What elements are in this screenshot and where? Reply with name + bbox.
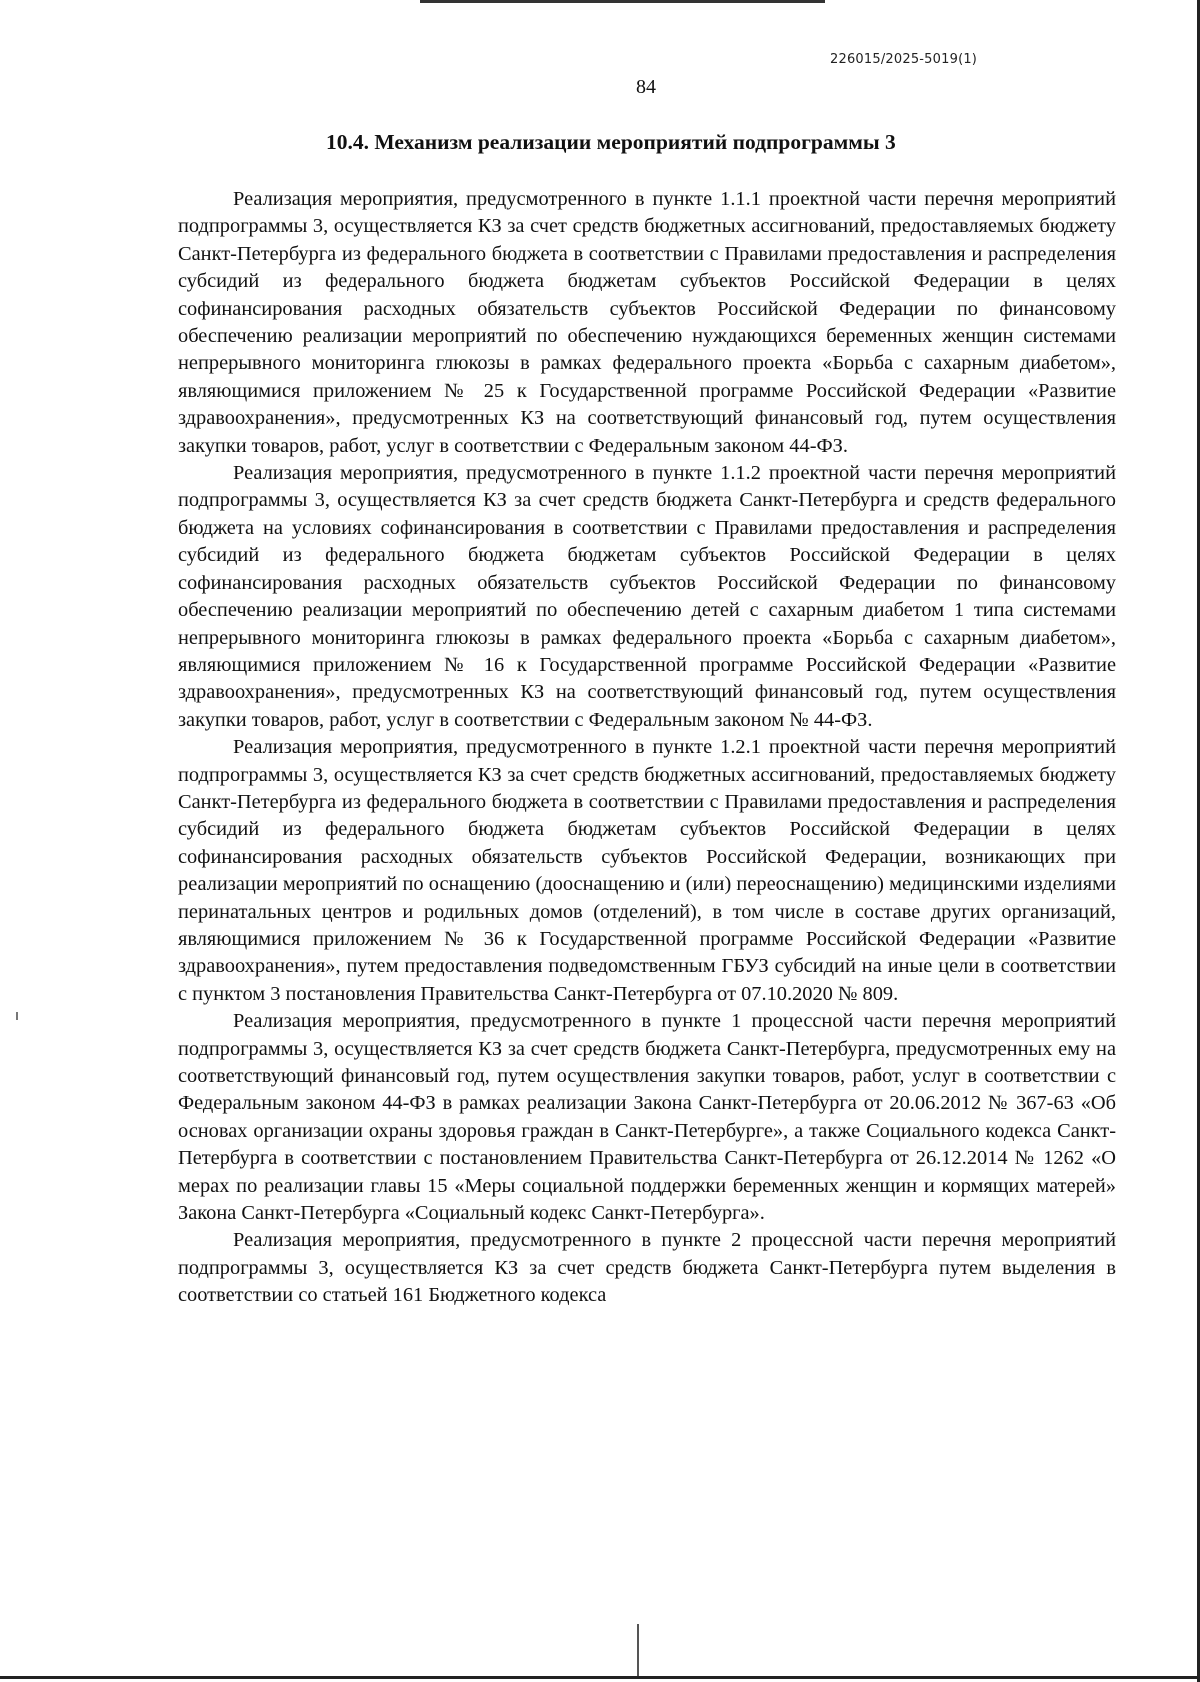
scan-left-mark [16, 1012, 18, 1020]
section-title: 10.4. Механизм реализации мероприятий подпрограммы 3 [326, 130, 896, 154]
page-number: 84 [636, 76, 656, 98]
scan-bottom-tick [637, 1624, 639, 1676]
paragraph: Реализация мероприятия, предусмотренного в пункте 1 процессной части перечня мероприятий подпрограммы 3, осуществляется КЗ за счет средств бюджета Санкт-Петербурга, предусмотренных ему на соответствующий финансовый год, путем осуществления закупки товаров, работ, услуг в соответствии с Федеральным законом 44-ФЗ в рамках реализации Закона Санкт-Петербурга от 20.06.2012 № 367-63 «Об основах организации охраны здоровья граждан в Санкт-Петербурге», а также Социального кодекса Санкт-Петербурга в соответствии с постановлением Правительства Санкт-Петербурга от 26.12.2014 № 1262 «О мерах по реализации главы 15 «Меры социальной поддержки беременных женщин и кормящих матерей» Закона Санкт-Петербурга «Социальный кодекс Санкт-Петербурга». [178, 1010, 1116, 1225]
paragraph: Реализация мероприятия, предусмотренного в пункте 2 процессной части перечня мероприятий подпрограммы 3, осуществляется КЗ за счет средств бюджета Санкт-Петербурга путем выделения в соответствии со статьей 161 Бюджетного кодекса [178, 1229, 1116, 1307]
paragraph: Реализация мероприятия, предусмотренного в пункте 1.2.1 проектной части перечня мероприятий подпрограммы 3, осуществляется КЗ за счет средств бюджетных ассигнований, предоставляемых бюджету Санкт-Петербурга из федерального бюджета в соответствии с Правилами предоставления и распределения субсидий из федерального бюджета бюджетам субъектов Российской Федерации в целях софинансирования расходных обязательств субъектов Российской Федерации, возникающих при реализации мероприятий по оснащению (дооснащению и (или) переоснащению) медицинскими изделиями перинатальных центров и родильных домов (отделений), в том числе в составе других организаций, являющимися приложением № 36 к Государственной программе Российской Федерации «Развитие здравоохранения», путем предоставления подведомственным ГБУЗ субсидий на иные цели в соответствии с пунктом 3 постановления Правительства Санкт-Петербурга от 07.10.2020 № 809. [178, 736, 1116, 1005]
body-text [178, 186, 1116, 1310]
registration-number: 226015/2025-5019(1) [830, 52, 978, 67]
paragraph: Реализация мероприятия, предусмотренного в пункте 1.1.2 проектной части перечня мероприятий подпрограммы 3, осуществляется КЗ за счет средств бюджета Санкт-Петербурга и средств федерального бюджета на условиях софинансирования в соответствии с Правилами предоставления и распределения субсидий из федерального бюджета бюджетам субъектов Российской Федерации в целях софинансирования расходных обязательств субъектов Российской Федерации по финансовому обеспечению реализации мероприятий по обеспечению детей с сахарным диабетом 1 типа системами непрерывного мониторинга глюкозы в рамках федерального проекта «Борьба с сахарным диабетом», являющимися приложением № 16 к Государственной программе Российской Федерации «Развитие здравоохранения», предусмотренных КЗ на соответствующий финансовый год, путем осуществления закупки товаров, работ, услуг в соответствии с Федеральным законом № 44-ФЗ. [178, 462, 1116, 731]
scan-top-rule [420, 0, 825, 3]
paragraph: Реализация мероприятия, предусмотренного в пункте 1.1.1 проектной части перечня мероприятий подпрограммы 3, осуществляется КЗ за счет средств бюджетных ассигнований, предоставляемых бюджету Санкт-Петербурга из федерального бюджета в соответствии с Правилами предоставления и распределения субсидий из федерального бюджета бюджетам субъектов Российской Федерации в целях софинансирования расходных обязательств субъектов Российской Федерации по финансовому обеспечению реализации мероприятий по обеспечению нуждающихся беременных женщин системами непрерывного мониторинга глюкозы в рамках федерального проекта «Борьба с сахарным диабетом», являющимися приложением № 25 к Государственной программе Российской Федерации «Развитие здравоохранения», предусмотренных КЗ на соответствующий финансовый год, путем осуществления закупки товаров, работ, услуг в соответствии с Федеральным законом 44-ФЗ. [178, 188, 1116, 457]
scan-bottom-rule [0, 1676, 1200, 1679]
